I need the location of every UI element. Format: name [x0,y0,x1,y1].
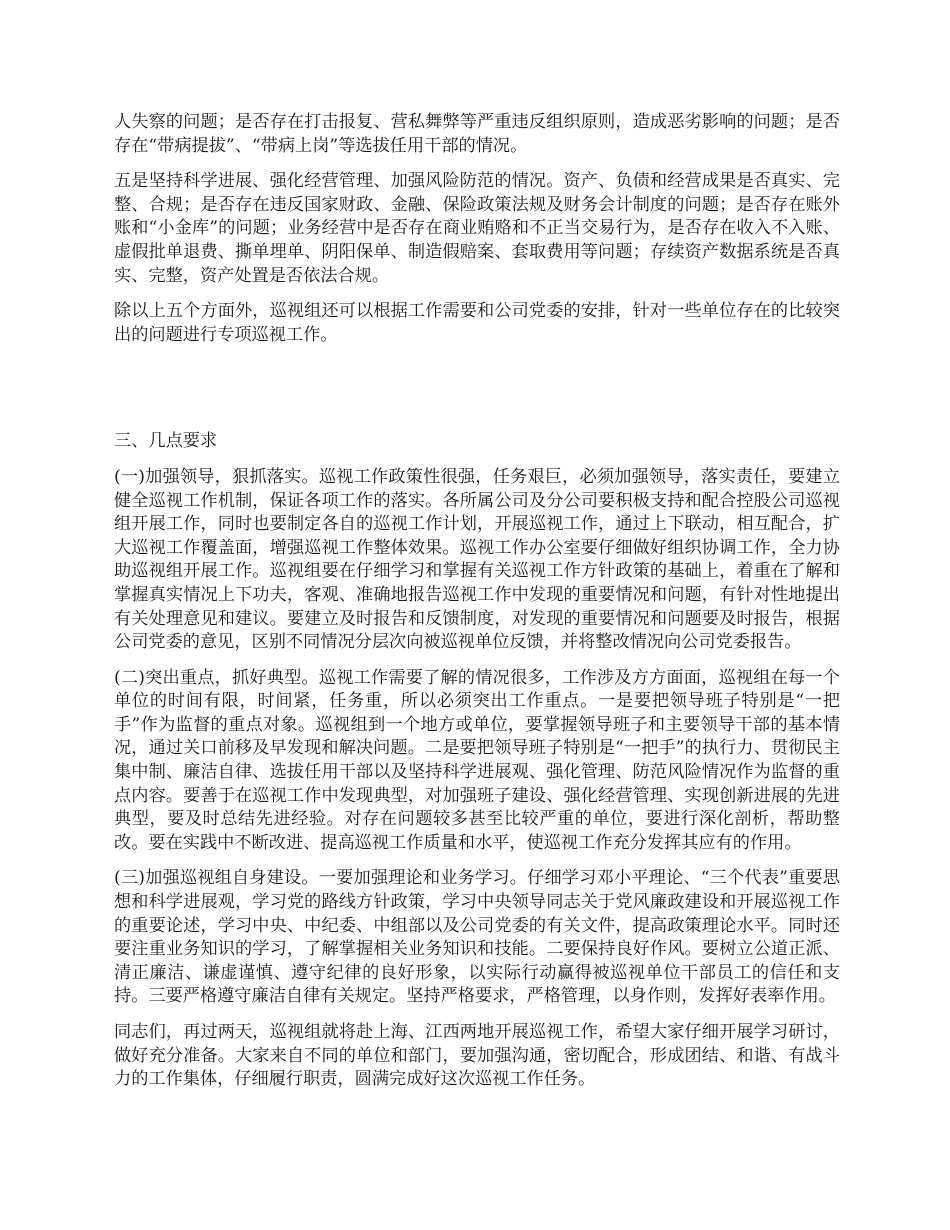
paragraph-cadre-selection: 人失察的问题；是否存在打击报复、营私舞弊等严重违反组织原则，造成恶劣影响的问题；是否存在“带病提拔”、“带病上岗”等选拔任用干部的情况。 [114,112,840,156]
paragraph-special-inspection: 除以上五个方面外，巡视组还可以根据工作需要和公司党委的安排，针对一些单位存在的比较突出的问题进行专项巡视工作。 [114,301,840,345]
paragraph-point-five: 五是坚持科学进展、强化经营管理、加强风险防范的情况。资产、负债和经营成果是否真实、完整、合规；是否存在违反国家财政、金融、保险政策法规及财务会计制度的问题；是否存在账外账和“小金库”的问题；业务经营中是否存在商业贿赂和不正当交易行为，是否存在收入不入账、虚假批单退费、撕单埋单、阴阳保单、制造假赔案、套取费用等问题；存续资产数据系统是否真实、完整，资产处置是否依法合规。 [114,171,840,286]
paragraph-requirement-three: (三)加强巡视组自身建设。一要加强理论和业务学习。仔细学习邓小平理论、“三个代表”重要思想和科学进展观，学习党的路线方针政策，学习中央领导同志关于党风廉政建设和开展巡视工作的重要论述，学习中央、中纪委、中组部以及公司党委的有关文件，提高政策理论水平。同时还要注重业务知识的学习，了解掌握相关业务知识和技能。二要保持良好作风。要树立公道正派、清正廉洁、谦虚谨慎、遵守纪律的良好形象，以实际行动赢得被巡视单位干部员工的信任和支持。三要严格遵守廉洁自律有关规定。坚持严格要求，严格管理，以身作则，发挥好表率作用。 [114,868,840,1007]
document-body [114,111,840,1104]
paragraph-requirement-one: (一)加强领导，狠抓落实。巡视工作政策性很强，任务艰巨，必须加强领导，落实责任，要建立健全巡视工作机制，保证各项工作的落实。各所属公司及分公司要积极支持和配合控股公司巡视组开展工作，同时也要制定各自的巡视工作计划，开展巡视工作，通过上下联动，相互配合，扩大巡视工作覆盖面，增强巡视工作整体效果。巡视工作办公室要仔细做好组织协调工作，全力协助巡视组开展工作。巡视组要在仔细学习和掌握有关巡视工作方针政策的基础上，着重在了解和掌握真实情况上下功夫，客观、准确地报告巡视工作中发现的重要情况和问题，有针对性地提出有关处理意见和建议。要建立及时报告和反馈制度，对发现的重要情况和问题要及时报告，根据公司党委的意见，区别不同情况分层次向被巡视单位反馈，并将整改情况向公司党委报告。 [114,466,840,653]
paragraph-closing: 同志们，再过两天，巡视组就将赴上海、江西两地开展巡视工作，希望大家仔细开展学习研讨，做好充分准备。大家来自不同的单位和部门，要加强沟通，密切配合，形成团结、和谐、有战斗力的工作集体，仔细履行职责，圆满完成好这次巡视工作任务。 [114,1022,840,1090]
section-heading: 三、几点要求 [114,431,218,452]
paragraph-requirement-two: (二)突出重点，抓好典型。巡视工作需要了解的情况很多，工作涉及方方面面，巡视组在每一个单位的时间有限，时间紧，任务重，所以必须突出工作重点。一是要把领导班子特别是“一把手”作为监督的重点对象。巡视组到一个地方或单位，要掌握领导班子和主要领导干部的基本情况，通过关口前移及早发现和解决问题。二是要把领导班子特别是“一把手”的执行力、贯彻民主集中制、廉洁自律、选拔任用干部以及坚持科学进展观、强化管理、防范风险情况作为监督的重点内容。要善于在巡视工作中发现典型，对加强班子建设、强化经营管理、实现创新进展的先进典型，要及时总结先进经验。对存在问题较多甚至比较严重的单位，要进行深化剖析，帮助整改。要在实践中不断改进、提高巡视工作质量和水平，使巡视工作充分发挥其应有的作用。 [114,667,840,853]
